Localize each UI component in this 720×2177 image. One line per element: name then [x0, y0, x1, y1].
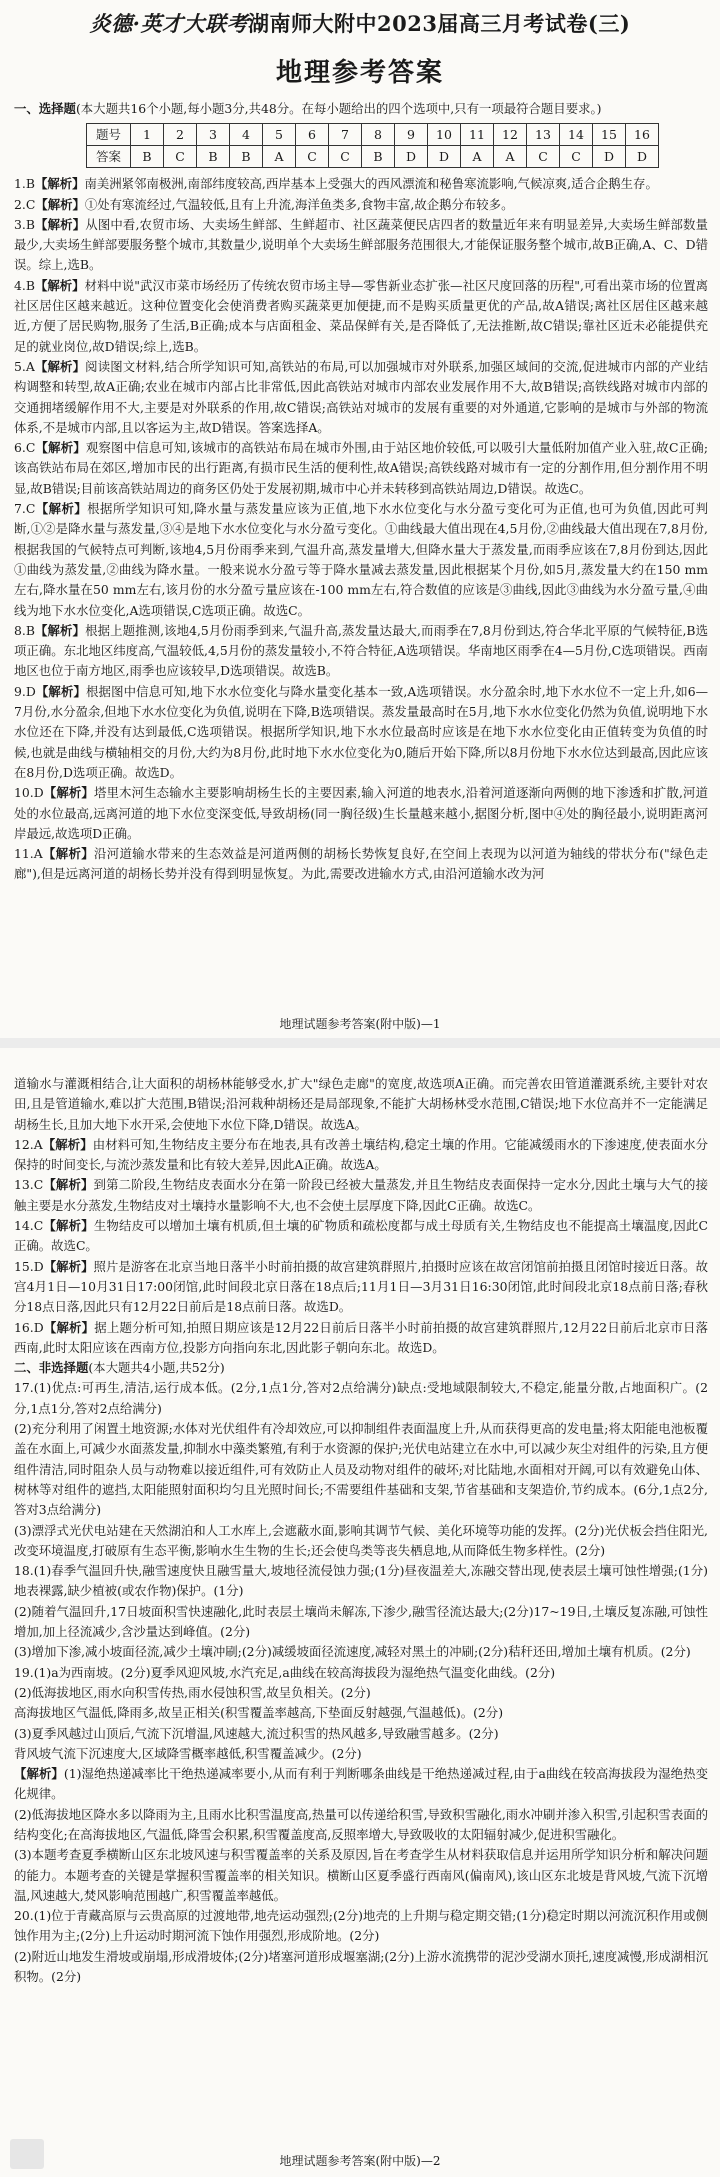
row-label: 答案 — [87, 146, 131, 168]
exam-title: 湖南师大附中2023届高三月考试卷(三) — [247, 11, 631, 36]
answer-lead: 15.D — [14, 1258, 44, 1274]
doc-title: 地理参考答案 — [275, 58, 444, 88]
analysis-tag: 【解析】 — [34, 176, 85, 192]
analysis-text: (1)湿绝热递减率比干绝热递减率要小,从而有利于判断哪条曲线是干绝热递减过程,由于a曲线在较高海拔段为湿绝热变化规律。 — [14, 1766, 708, 1802]
answer-explanation — [14, 215, 708, 276]
question-number-cell: 3 — [197, 124, 230, 146]
page2-answers — [14, 1074, 708, 1358]
answer-cell: D — [626, 146, 659, 168]
answer-lead: 3.B — [14, 216, 35, 232]
question-number-cell: 4 — [230, 124, 263, 146]
question-number-cell: 7 — [329, 124, 362, 146]
analysis-text: 沿河道输水带来的生态效益是河道两侧的胡杨长势恢复良好,在空间上表现为以河道为轴线的带状分布("绿色走廊"),但是远离河道的胡杨长势并没有得到明显恢复。为此,需要改进输水方式,由沿河道输水改为河 — [14, 846, 708, 882]
answer-explanation — [14, 1318, 708, 1359]
answer-lead: 1.B — [14, 176, 35, 192]
answer-cell: D — [428, 146, 461, 168]
answer-lead: 14.C — [14, 1218, 44, 1234]
analysis-text: 塔里木河生态输水主要影响胡杨生长的主要因素,输入河道的地表水,沿着河道逐渐向两侧的地下渗透和扩散,河道处的水位最高,远离河道的地下水位变深变低,导致胡杨(同一胸径级)生长量越来越小,据图分析,图中④处的胸径最小,说明距离河岸最远,故选项D正确。 — [14, 785, 708, 841]
answer-explanation — [14, 174, 708, 194]
answer-cell: C — [560, 146, 593, 168]
answer-paragraph: (2)随着气温回升,17日坡面积雪快速融化,此时表层土壤尚未解冻,下渗少,融雪径流达最大;(2分)17~19日,土壤反复冻融,可蚀性增加,加上径流减少,含沙量达到峰值。(2分) — [14, 1603, 708, 1640]
analysis-tag: 【解析】 — [43, 785, 94, 801]
answer-lead: 16.D — [14, 1319, 44, 1335]
row-label: 题号 — [87, 124, 131, 146]
question-number-cell: 8 — [362, 124, 395, 146]
answer-table — [86, 123, 659, 168]
answer-explanation — [14, 357, 708, 438]
question-number-cell: 11 — [461, 124, 494, 146]
answer-paragraph: 17.(1)优点:可再生,清洁,运行成本低。(2分,1点1分,答对2点给满分)缺点:受地域限制较大,不稳定,能量分散,占地面积广。(2分,1点1分,答对2点给满分) — [14, 1380, 708, 1416]
answer-lead: 12.A — [14, 1136, 43, 1152]
section2-heading — [14, 1358, 708, 1378]
question-17 — [14, 1378, 708, 1561]
answer-explanation — [14, 682, 708, 783]
answer-cell: C — [296, 146, 329, 168]
section1-note: (本大题共16个小题,每小题3分,共48分。在每小题给出的四个选项中,只有一项最符合题目要求。) — [75, 101, 602, 116]
analysis-text: 生物结皮可以增加土壤有机质,但土壤的矿物质和疏松度都与成土母质有关,生物结皮也不能提高土壤温度,因此C正确。故选C。 — [14, 1218, 709, 1254]
answer-paragraph: 高海拔地区气温低,降雨多,故呈正相关(积雪覆盖率越高,下垫面反射越强,气温越低)。(2分) — [14, 1705, 504, 1721]
analysis-paragraph — [14, 1805, 708, 1846]
analysis-text: ①处有寒流经过,气温较低,且有上升流,海洋鱼类多,食物丰富,故企鹅分布较多。 — [84, 196, 514, 212]
analysis-text: 道输水与灌溉相结合,让大面积的胡杨林能够受水,扩大"绿色走廊"的宽度,故选项A正确。而完善农田管道灌溉系统,主要针对农田,且是管道输水,难以扩大范围,B错误;沿河栽种胡杨还是局部现象,不能扩大胡杨林受水范围,C错误;地下水位高并不一定能满足胡杨生长,且加大地下水开采,会使地下水位下降,D错误。故选A。 — [14, 1076, 708, 1132]
question-18 — [14, 1561, 708, 1662]
answer-cell: C — [164, 146, 197, 168]
question-number-cell: 14 — [560, 124, 593, 146]
question-number-cell: 12 — [494, 124, 527, 146]
answer-paragraph: (2)低海拔地区,雨水向积雪传热,雨水侵蚀积雪,故呈负相关。(2分) — [14, 1684, 371, 1700]
answer-table-answer-row — [87, 146, 659, 168]
answer-lead: 4.B — [14, 277, 35, 293]
analysis-text: 从图中看,农贸市场、大卖场生鲜部、生鲜超市、社区蔬菜便民店四者的数量近年来有明显差异,大卖场生鲜部数量最少,大卖场生鲜部要服务整个城市,其数量少,说明单个大卖场生鲜部服务范围很大,才能保证服务整个城市,故B正确,A、C、D错误。综上,选B。 — [14, 216, 708, 273]
answer-explanation — [14, 1135, 708, 1176]
answer-cell: C — [527, 146, 560, 168]
answer-explanation — [14, 438, 708, 499]
answer-explanation — [14, 1074, 708, 1135]
analysis-text: 根据所学知识可知,降水量与蒸发量应该为正值,地下水水位变化与水分盈亏变化可为正值,也可为负值,因此可判断,①②是降水量与蒸发量,③④是地下水水位变化与水分盈亏变化。①曲线最大值出现在4,5月份,②曲线最大值出现在7,8月份,根据我国的气候特点可判断,该地4,5月份雨季来到,气温升高,蒸发量增大,但降水量大于蒸发量,而雨季应该在7,8月份到达,因此①曲线为蒸发量,②曲线为降水量。一般来说水分盈亏等于降水量减去蒸发量,因此根据某个月份,如5月,蒸发量大约在150 mm左右,降水量在50 mm左右,该月份的水分盈亏量应该在-100 mm左右,符合数值的应该是③曲线,因此③曲线为水分盈亏量,④曲线为地下水水位变化,A选项错误,C选项正确。故选C。 — [14, 501, 708, 618]
answer-explanation — [14, 1175, 708, 1216]
analysis-tag: 【解析】 — [43, 1258, 94, 1274]
answer-paragraph: 背风坡气流下沉速度大,区域降雪概率越低,积雪覆盖减少。(2分) — [14, 1745, 362, 1761]
analysis-text: 到第二阶段,生物结皮表面水分在第一阶段已经被大量蒸发,并且生物结皮表面保持一定水分,因此土壤与大气的接触主要是水分蒸发,生物结皮对土壤持水量影响不大,也不会使土层厚度下降,因此C正确。故选C。 — [14, 1177, 708, 1213]
answer-cell: D — [395, 146, 428, 168]
answer-cell: B — [197, 146, 230, 168]
analysis-text: 根据图中信息可知,地下水水位变化与降水量变化基本一致,A选项错误。水分盈余时,地下水水位不一定上升,如6—7月份,水分盈余,但地下水水位变化为负值,说明在下降,B选项错误。蒸发量最高时在5月,地下水水位变化仍然为负值,说明地下水水位还在下降,并没有达到最低,C选项错误。根据所学知识,地下水水位最高时应该是在地下水水位变化由正值转变为负值的时候,也就是曲线与横轴相交的月份,大约为8月份,此时地下水水位变化为0,随后开始下降,所以8月份地下水水位达到最高,因此应该在8月份,D选项正确。故选D。 — [14, 683, 708, 780]
analysis-paragraph — [14, 1764, 708, 1805]
answer-lead: 2.C — [14, 196, 36, 212]
analysis-tag: 【解析】 — [35, 440, 86, 456]
analysis-tag: 【解析】 — [42, 1136, 93, 1152]
answer-cell: A — [461, 146, 494, 168]
answer-paragraph: 18.(1)春季气温回升快,融雪速度快且融雪量大,坡地径流侵蚀力强;(1分)昼夜温差大,冻融交替出现,使表层土壤可蚀性增强;(1分)地表裸露,缺少植被(或农作物)保护。(1分) — [14, 1563, 708, 1599]
analysis-tag: 【解析】 — [43, 1319, 95, 1335]
answer-cell: B — [230, 146, 263, 168]
brand-name: 炎德·英才大联考 — [89, 11, 248, 36]
analysis-tag: 【解析】 — [34, 358, 86, 374]
analysis-text: (3)本题考查夏季横断山区东北坡风速与积雪覆盖率的关系及原因,旨在考查学生从材料获取信息并运用所学知识分析和解决问题的能力。本题考查的关键是掌握积雪覆盖率的相关知识。横断山区夏季盛行西南风(偏南风),该山区东北坡是背风坡,气流下沉增温,风速越大,焚风影响范围越广,积雪覆盖率越低。 — [14, 1847, 708, 1903]
question-number-cell: 16 — [626, 124, 659, 146]
section1-heading — [14, 99, 708, 119]
answer-paragraph: (2)附近山地发生滑坡或崩塌,形成滑坡体;(2分)堵塞河道形成堰塞湖;(2分)上游水流携带的泥沙受湖水顶托,速度减慢,形成湖相沉积物。(2分) — [14, 1948, 708, 1985]
answer-paragraph: (2)充分利用了闲置土地资源;水体对光伏组件有冷却效应,可以抑制组件表面温度上升,从而获得更高的发电量;将太阳能电池板覆盖在水面上,可减少水面蒸发量,抑制水中藻类繁殖,有利于水资源的保护;光伏电站建立在水中,可以减少灰尘对组件的污染,且方便组件清洁,同时阻杂人员与动物难以接近组件,可有效防止人员及动物对组件的破坏;对比陆地,水面相对开阔,可以有效避免山体、树林等对组件的遮挡,太阳能照射面积均匀且光照时间长;不需要组件基础和支架,节省基础和支架造价,节约成本。(6分,1点2分,答对3点给满分) — [14, 1421, 708, 1518]
analysis-text: 观察图中信息可知,该城市的高铁站布局在城市外围,由于站区地价较低,可以吸引大量低附加值产业入驻,故C正确;该高铁站布局在郊区,增加市民的出行距离,有损市民生活的便利性,故A错误;高铁线路对城市有一定的分割作用,但分割作用不明显,故B错误;目前该高铁站周边的商务区仍处于发展初期,城市中心并未转移到高铁站周边,D错误。故选C。 — [14, 440, 708, 496]
answer-cell: A — [263, 146, 296, 168]
analysis-tag: 【解析】 — [43, 1218, 94, 1234]
page1-answers — [14, 174, 708, 884]
analysis-text: 由材料可知,生物结皮主要分布在地表,具有改善土壤结构,稳定土壤的作用。它能减缓雨水的下渗速度,使表面水分保持的时间变长,与流沙蒸发量和比有较大差异,因此A正确。故选A。 — [14, 1136, 709, 1173]
answer-explanation — [14, 1257, 708, 1318]
page-footer: 地理试题参考答案(附中版)—2 — [279, 2154, 441, 2168]
answer-cell: A — [494, 146, 527, 168]
answer-cell: B — [131, 146, 164, 168]
analysis-tag: 【解析】 — [35, 683, 87, 699]
exam-header — [0, 0, 720, 38]
answer-paragraph: 19.(1)a为西南坡。(2分)夏季风迎风坡,水汽充足,a曲线在较高海拔段为湿绝热气温变化曲线。(2分) — [14, 1664, 556, 1680]
answer-explanation — [14, 195, 708, 215]
analysis-text: 据上题分析可知,拍照日期应该是12月22日前后日落半小时前拍摄的故宫建筑群照片,12月22日前后北京市日落西南,此时太阳应该在西南方位,投影方向指向东北,因此影子朝向东北。故选D。 — [14, 1319, 708, 1355]
question-number-cell: 9 — [395, 124, 428, 146]
analysis-tag: 【解析】 — [34, 216, 86, 232]
answer-cell: C — [329, 146, 362, 168]
analysis-tag: 【解析】 — [42, 846, 95, 862]
page-2 — [0, 1048, 720, 2177]
answer-paragraph: (3)增加下渗,减小坡面径流,减少土壤冲刷;(2分)减缓坡面径流速度,减轻对黑土的冲刷;(2分)秸秆还田,增加土壤有机质。(2分) — [14, 1644, 691, 1660]
answer-lead: 8.B — [14, 622, 35, 638]
answer-explanation — [14, 621, 708, 682]
analysis-paragraph — [14, 1845, 708, 1906]
analysis-tag: 【解析】 — [35, 196, 85, 212]
section2-title: 二、非选择题 — [14, 1360, 89, 1376]
question-number-cell: 15 — [593, 124, 626, 146]
question-number-cell: 1 — [131, 124, 164, 146]
answer-lead: 7.C — [14, 501, 36, 517]
analysis-tag: 【解析】 — [43, 1177, 94, 1193]
answer-paragraph: (3)漂浮式光伏电站建在天然湖泊和人工水库上,会遮蔽水面,影响其调节气候、美化环境等功能的发挥。(2分)光伏板会挡住阳光,改变环境温度,打破原有生态平衡,影响水生生物的生长;还会使鸟类等丧失栖息地,从而降低生物多样性。(2分) — [14, 1522, 708, 1558]
answer-explanation — [14, 783, 708, 844]
analysis-text: (2)低海拔地区降水多以降雨为主,且雨水比积雪温度高,热量可以传递给积雪,导致积雪融化,雨水冲刷并渗入积雪,引起积雪表面的结构变化;在高海拔地区,气温低,降雪会积累,积雪覆盖度高,反照率增大,导致吸收的太阳辐射减少,促进积雪融化。 — [14, 1806, 708, 1842]
answer-explanation — [14, 844, 708, 885]
answer-explanation — [14, 1216, 708, 1257]
analysis-tag: 【解析】 — [14, 1766, 64, 1782]
analysis-text: 根据上题推测,该地4,5月份雨季到来,气温升高,蒸发量达最大,而雨季在7,8月份到达,符合华北平原的气候特征,B选项正确。东北地区纬度高,气温较低,4,5月份的蒸发量较小,不符合特征,A选项错误。华南地区雨季在4—5月份,C选项错误。西南地区也位于南方地区,雨季也应该较早,D选项错误。故选B。 — [14, 622, 709, 679]
answer-lead: 13.C — [14, 1177, 44, 1193]
answer-lead: 5.A — [14, 358, 35, 374]
answer-cell: B — [362, 146, 395, 168]
section1-title: 一、选择题 — [14, 101, 76, 116]
answer-cell: D — [593, 146, 626, 168]
question-number-cell: 6 — [296, 124, 329, 146]
section2-note: (本大题共4小题,共52分) — [88, 1360, 225, 1376]
analysis-text: 南美洲紧邻南极洲,南部纬度较高,西岸基本上受强大的西风漂流和秘鲁寒流影响,气候凉爽,适合企鹅生存。 — [84, 176, 658, 192]
answer-paragraph: (3)夏季风越过山顶后,气流下沉增温,风速越大,流过积雪的热风越多,导致融雪越多。(2分) — [14, 1725, 499, 1741]
answer-explanation — [14, 499, 708, 621]
question-number-cell: 13 — [527, 124, 560, 146]
question-20 — [14, 1906, 708, 1987]
page-footer: 地理试题参考答案(附中版)—1 — [279, 1017, 441, 1031]
answer-table-number-row — [87, 124, 659, 146]
page-1 — [0, 0, 720, 1038]
answer-lead: 10.D — [14, 785, 44, 801]
answer-lead: 9.D — [14, 683, 36, 699]
analysis-tag: 【解析】 — [34, 622, 86, 638]
question-19-analysis — [14, 1764, 708, 1906]
analysis-text: 材料中说"武汉市菜市场经历了传统农贸市场主导—零售新业态扩张—社区尺度回落的历程",可看出菜市场的位置离社区居住区越来越近。这种位置变化会使消费者购买蔬菜更加便捷,而不是购买质量更优的产品,故A错误;离社区居住区越来越近,方便了居民购物,服务了生活,B正确;成本与店面租金、菜品保鲜有关,是否降低了,无法推断,故C错误;靠社区近未必能提供充足的就业岗位,故D错误;综上,选B。 — [14, 277, 708, 354]
question-number-cell: 10 — [428, 124, 461, 146]
analysis-text: 阅读图文材料,结合所学知识可知,高铁站的布局,可以加强城市对外联系,加强区域间的交流,促进城市内部的产业结构调整和转型,故A正确;农业在城市内部占比非常低,因此高铁站对城市内部农业发展作用不大,故B错误;高铁线路对城市内部的交通拥堵缓解作用不大,主要是对外联系的作用,故C错误;高铁站对城市的发展有重要的对外通道,它影响的是城市与外部的物流体系,不是城市内部,且以客运为主,故D错误。答案选择A。 — [14, 358, 708, 435]
question-number-cell: 5 — [263, 124, 296, 146]
analysis-tag: 【解析】 — [34, 277, 85, 293]
answer-lead: 6.C — [14, 440, 36, 456]
analysis-text: 照片是游客在北京当地日落半小时前拍摄的故宫建筑群照片,拍摄时应该在故宫闭馆前拍摄且闭馆时接近日落。故宫4月1日—10月31日17:00闭馆,此时间段北京日落在18点后;11月1日—3月31日16:30闭馆,此时间段北京18点前日落;春秋分18点日落,因此只有12月22日前后是18点前日落。故选D。 — [14, 1258, 708, 1315]
question-19 — [14, 1663, 708, 1764]
question-number-cell: 2 — [164, 124, 197, 146]
answer-lead: 11.A — [14, 846, 43, 862]
answer-explanation — [14, 276, 708, 357]
answer-paragraph: 20.(1)位于青藏高原与云贵高原的过渡地带,地壳运动强烈;(2分)地壳的上升期与稳定期交错;(1分)稳定时期以河流沉积作用或侧蚀作用为主;(2分)上升运动时期河流下蚀作用强烈,形成阶地。(2分) — [14, 1908, 708, 1944]
analysis-tag: 【解析】 — [35, 501, 88, 517]
